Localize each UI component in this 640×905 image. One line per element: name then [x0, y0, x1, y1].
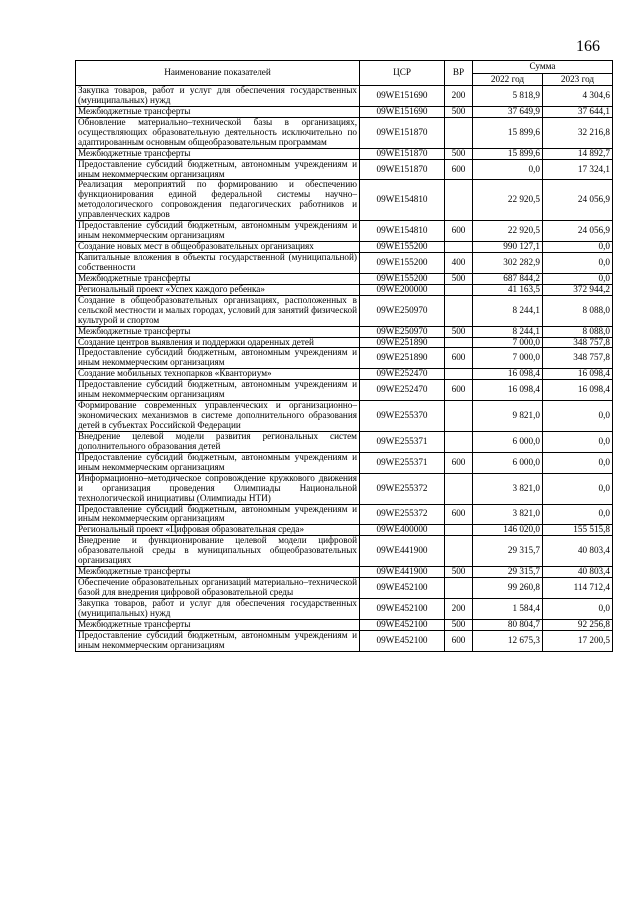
row-vr: 600 — [445, 452, 473, 473]
row-sum-2023: 16 098,4 — [543, 380, 613, 401]
row-sum-2023: 114 712,4 — [543, 578, 613, 599]
row-vr: 600 — [445, 221, 473, 242]
table-row — [76, 630, 613, 651]
row-sum-2022: 8 244,1 — [473, 295, 543, 326]
row-sum-2023: 24 056,9 — [543, 221, 613, 242]
table-row — [76, 106, 613, 117]
row-csr: 09WE151690 — [360, 106, 445, 117]
row-vr — [445, 337, 473, 348]
row-csr: 09WE255370 — [360, 401, 445, 432]
row-name: Межбюджетные трансферты — [76, 567, 360, 578]
row-name: Предоставление субсидий бюджетным, автономным учреждениям и иным некоммерческим организациям — [76, 380, 360, 401]
row-name: Межбюджетные трансферты — [76, 106, 360, 117]
row-name: Обновление материально–технической базы в организациях, осуществляющих образовательную деятельность исключительно по адаптированным основным общеобразовательным программам — [76, 117, 360, 148]
row-vr — [445, 117, 473, 148]
table-row — [76, 326, 613, 337]
row-sum-2022: 7 000,0 — [473, 337, 543, 348]
table-row — [76, 253, 613, 274]
row-sum-2022: 9 821,0 — [473, 401, 543, 432]
row-vr: 500 — [445, 273, 473, 284]
row-csr: 09WE400000 — [360, 525, 445, 536]
row-vr — [445, 536, 473, 567]
row-sum-2023: 40 803,4 — [543, 567, 613, 578]
table-row — [76, 86, 613, 107]
row-vr — [445, 578, 473, 599]
page-number: 166 — [576, 38, 600, 55]
row-csr: 09WE200000 — [360, 284, 445, 295]
row-csr: 09WE151870 — [360, 159, 445, 180]
table-row — [76, 473, 613, 504]
table-row — [76, 578, 613, 599]
row-vr — [445, 401, 473, 432]
table-row — [76, 380, 613, 401]
row-name: Информационно–методическое сопровождение кружкового движения и организация проведения Олимпиады Национальной технологической инициативы (Олимпиады НТИ) — [76, 473, 360, 504]
row-vr — [445, 473, 473, 504]
row-sum-2022: 0,0 — [473, 159, 543, 180]
row-name: Создание центров выявления и поддержки одаренных детей — [76, 337, 360, 348]
table-row — [76, 504, 613, 525]
row-csr: 09WE151690 — [360, 86, 445, 107]
row-name: Предоставление субсидий бюджетным, автономным учреждениям и иным некоммерческим организациям — [76, 630, 360, 651]
row-sum-2023: 348 757,8 — [543, 337, 613, 348]
header-vr: ВР — [445, 61, 473, 86]
row-vr: 500 — [445, 326, 473, 337]
row-sum-2023: 0,0 — [543, 452, 613, 473]
row-sum-2023: 0,0 — [543, 253, 613, 274]
row-vr: 600 — [445, 348, 473, 369]
table-row — [76, 284, 613, 295]
table-row — [76, 536, 613, 567]
row-csr: 09WE250970 — [360, 295, 445, 326]
row-name: Создание новых мест в общеобразовательных организациях — [76, 242, 360, 253]
row-csr: 09WE255372 — [360, 473, 445, 504]
row-name: Предоставление субсидий бюджетным, автономным учреждениям и иным некоммерческим организациям — [76, 452, 360, 473]
row-csr: 09WE452100 — [360, 619, 445, 630]
row-name: Межбюджетные трансферты — [76, 273, 360, 284]
row-sum-2023: 8 088,0 — [543, 295, 613, 326]
row-vr: 400 — [445, 253, 473, 274]
row-sum-2023: 0,0 — [543, 273, 613, 284]
row-csr: 09WE452100 — [360, 578, 445, 599]
row-csr: 09WE441900 — [360, 536, 445, 567]
row-vr — [445, 180, 473, 221]
row-sum-2022: 29 315,7 — [473, 536, 543, 567]
header-csr: ЦСР — [360, 61, 445, 86]
row-name: Капитальные вложения в объекты государственной (муниципальной) собственности — [76, 253, 360, 274]
table-row — [76, 567, 613, 578]
row-vr — [445, 242, 473, 253]
row-sum-2022: 16 098,4 — [473, 369, 543, 380]
row-csr: 09WE154810 — [360, 221, 445, 242]
row-csr: 09WE151870 — [360, 117, 445, 148]
table-row — [76, 431, 613, 452]
row-sum-2022: 7 000,0 — [473, 348, 543, 369]
row-vr: 600 — [445, 380, 473, 401]
row-name: Межбюджетные трансферты — [76, 148, 360, 159]
row-vr — [445, 369, 473, 380]
row-sum-2022: 16 098,4 — [473, 380, 543, 401]
table-row — [76, 159, 613, 180]
row-csr: 09WE155200 — [360, 253, 445, 274]
header-name: Наименование показателей — [76, 61, 360, 86]
table-body — [76, 86, 613, 652]
row-sum-2023: 0,0 — [543, 598, 613, 619]
header-year-2023: 2023 год — [543, 73, 613, 86]
row-vr: 200 — [445, 86, 473, 107]
header-row — [76, 61, 613, 74]
row-vr: 500 — [445, 619, 473, 630]
header-sum: Сумма — [473, 61, 613, 74]
row-vr: 200 — [445, 598, 473, 619]
row-sum-2023: 348 757,8 — [543, 348, 613, 369]
table-row — [76, 117, 613, 148]
row-csr: 09WE255371 — [360, 452, 445, 473]
row-csr: 09WE155200 — [360, 273, 445, 284]
row-sum-2023: 8 088,0 — [543, 326, 613, 337]
row-name: Региональный проект «Цифровая образовательная среда» — [76, 525, 360, 536]
row-sum-2022: 29 315,7 — [473, 567, 543, 578]
row-vr — [445, 295, 473, 326]
row-sum-2022: 6 000,0 — [473, 452, 543, 473]
row-sum-2022: 22 920,5 — [473, 221, 543, 242]
table-row — [76, 180, 613, 221]
row-vr — [445, 284, 473, 295]
row-vr — [445, 525, 473, 536]
table-row — [76, 273, 613, 284]
row-sum-2022: 37 649,9 — [473, 106, 543, 117]
row-name: Внедрение и функционирование целевой модели цифровой образовательной среды в муниципальных общеобразовательных организациях — [76, 536, 360, 567]
row-name: Региональный проект «Успех каждого ребенка» — [76, 284, 360, 295]
table-row — [76, 348, 613, 369]
table-row — [76, 452, 613, 473]
row-sum-2022: 990 127,1 — [473, 242, 543, 253]
row-sum-2022: 302 282,9 — [473, 253, 543, 274]
table-row — [76, 148, 613, 159]
row-name: Создание в общеобразовательных организациях, расположенных в сельской местности и малых городах, условий для занятий физической культурой и спортом — [76, 295, 360, 326]
row-vr — [445, 431, 473, 452]
row-sum-2023: 0,0 — [543, 473, 613, 504]
budget-table — [75, 60, 613, 652]
table-row — [76, 369, 613, 380]
row-sum-2022: 15 899,6 — [473, 117, 543, 148]
row-sum-2022: 80 804,7 — [473, 619, 543, 630]
row-name: Предоставление субсидий бюджетным, автономным учреждениям и иным некоммерческим организациям — [76, 348, 360, 369]
row-name: Формирование современных управленческих и организационно–экономических механизмов в системе дополнительного образования детей в субъектах Российской Федерации — [76, 401, 360, 432]
row-sum-2023: 92 256,8 — [543, 619, 613, 630]
table-row — [76, 598, 613, 619]
row-csr: 09WE250970 — [360, 326, 445, 337]
table-row — [76, 242, 613, 253]
row-sum-2023: 24 056,9 — [543, 180, 613, 221]
row-vr: 600 — [445, 630, 473, 651]
row-csr: 09WE155200 — [360, 242, 445, 253]
row-sum-2023: 40 803,4 — [543, 536, 613, 567]
row-name: Внедрение целевой модели развития региональных систем дополнительного образования детей — [76, 431, 360, 452]
table-row — [76, 619, 613, 630]
row-sum-2023: 16 098,4 — [543, 369, 613, 380]
row-sum-2023: 0,0 — [543, 431, 613, 452]
row-sum-2023: 155 515,8 — [543, 525, 613, 536]
row-vr: 600 — [445, 504, 473, 525]
row-sum-2023: 17 200,5 — [543, 630, 613, 651]
table-row — [76, 525, 613, 536]
row-csr: 09WE251890 — [360, 348, 445, 369]
row-sum-2023: 17 324,1 — [543, 159, 613, 180]
row-name: Закупка товаров, работ и услуг для обеспечения государственных (муниципальных) нужд — [76, 86, 360, 107]
row-csr: 09WE252470 — [360, 380, 445, 401]
row-sum-2023: 0,0 — [543, 504, 613, 525]
row-vr: 600 — [445, 159, 473, 180]
row-vr: 500 — [445, 148, 473, 159]
row-name: Межбюджетные трансферты — [76, 326, 360, 337]
row-sum-2022: 15 899,6 — [473, 148, 543, 159]
row-sum-2022: 6 000,0 — [473, 431, 543, 452]
row-csr: 09WE255371 — [360, 431, 445, 452]
row-csr: 09WE255372 — [360, 504, 445, 525]
row-sum-2023: 0,0 — [543, 401, 613, 432]
row-sum-2022: 99 260,8 — [473, 578, 543, 599]
row-name: Предоставление субсидий бюджетным, автономным учреждениям и иным некоммерческим организациям — [76, 159, 360, 180]
header-year-2022: 2022 год — [473, 73, 543, 86]
row-sum-2022: 5 818,9 — [473, 86, 543, 107]
row-vr: 500 — [445, 567, 473, 578]
row-sum-2022: 22 920,5 — [473, 180, 543, 221]
row-sum-2022: 687 844,2 — [473, 273, 543, 284]
row-sum-2022: 12 675,3 — [473, 630, 543, 651]
row-name: Предоставление субсидий бюджетным, автономным учреждениям и иным некоммерческим организациям — [76, 504, 360, 525]
row-sum-2023: 32 216,8 — [543, 117, 613, 148]
row-csr: 09WE441900 — [360, 567, 445, 578]
table-row — [76, 337, 613, 348]
row-sum-2023: 0,0 — [543, 242, 613, 253]
table-row — [76, 401, 613, 432]
row-name: Обеспечение образовательных организаций материально–технической базой для внедрения цифровой образовательной среды — [76, 578, 360, 599]
row-csr: 09WE252470 — [360, 369, 445, 380]
row-sum-2023: 14 892,7 — [543, 148, 613, 159]
row-sum-2022: 41 163,5 — [473, 284, 543, 295]
row-sum-2022: 146 020,0 — [473, 525, 543, 536]
row-name: Межбюджетные трансферты — [76, 619, 360, 630]
row-sum-2023: 37 644,1 — [543, 106, 613, 117]
row-csr: 09WE154810 — [360, 180, 445, 221]
row-csr: 09WE452100 — [360, 630, 445, 651]
row-name: Закупка товаров, работ и услуг для обеспечения государственных (муниципальных) нужд — [76, 598, 360, 619]
row-sum-2023: 4 304,6 — [543, 86, 613, 107]
row-name: Предоставление субсидий бюджетным, автономным учреждениям и иным некоммерческим организациям — [76, 221, 360, 242]
row-sum-2023: 372 944,2 — [543, 284, 613, 295]
row-vr: 500 — [445, 106, 473, 117]
table-row — [76, 295, 613, 326]
row-csr: 09WE151870 — [360, 148, 445, 159]
row-sum-2022: 3 821,0 — [473, 473, 543, 504]
row-name: Реализация мероприятий по формированию и обеспечению функционирования единой федеральной системы научно–методологического сопровождения педагогических работников и управленческих кадров — [76, 180, 360, 221]
row-sum-2022: 1 584,4 — [473, 598, 543, 619]
row-csr: 09WE452100 — [360, 598, 445, 619]
row-sum-2022: 8 244,1 — [473, 326, 543, 337]
row-name: Создание мобильных технопарков «Кванториум» — [76, 369, 360, 380]
row-sum-2022: 3 821,0 — [473, 504, 543, 525]
table-row — [76, 221, 613, 242]
row-csr: 09WE251890 — [360, 337, 445, 348]
